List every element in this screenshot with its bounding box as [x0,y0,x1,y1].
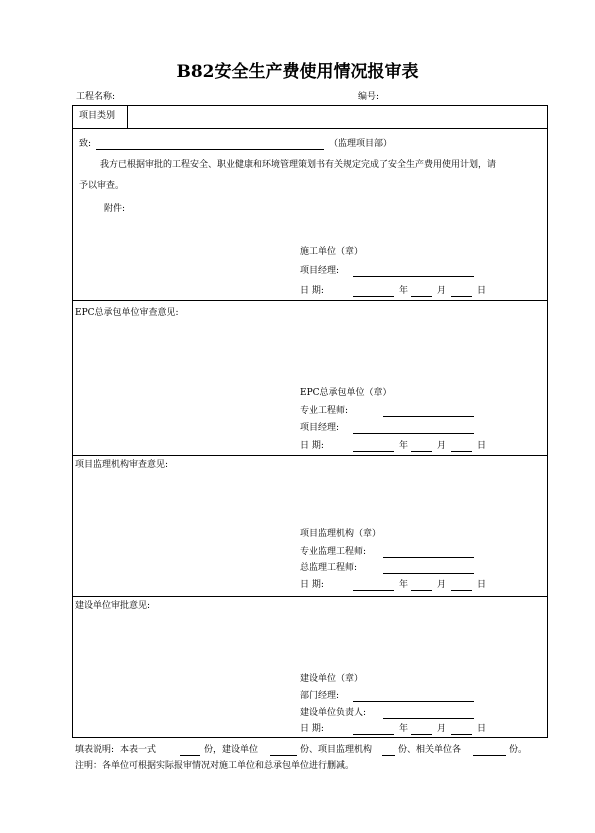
year-label: 年 [399,724,409,734]
day-field[interactable] [451,734,472,735]
date-label: 日 期: [300,724,324,734]
date-label: 日 期: [300,286,324,296]
copies-end-text: 份。 [509,745,528,755]
year-field[interactable] [353,451,394,452]
project-name-label: 工程名称: [76,92,116,102]
chief-supervisor-label: 总监理工程师: [300,563,358,573]
owner-approval-label: 建设单位审批意见: [75,601,151,611]
divider [72,596,548,597]
month-field[interactable] [411,590,432,591]
year-label: 年 [399,286,409,296]
copies-text: 本表一式 [120,745,157,755]
year-label: 年 [399,441,409,451]
construction-unit-seal-label: 施工单位（章） [300,247,364,257]
department-manager-signature-field[interactable] [353,701,474,702]
month-label: 月 [437,724,447,734]
epc-opinion-label: EPC总承包单位审查意见: [75,308,179,318]
owner-principal-signature-field[interactable] [383,718,474,719]
body-text-line2: 予以审查。 [79,181,125,191]
divider [72,455,548,456]
recipient-field[interactable] [96,149,324,150]
project-manager-label: 项目经理: [300,423,340,433]
chief-supervisor-signature-field[interactable] [383,573,474,574]
day-field[interactable] [451,296,472,297]
supervision-copies-field[interactable] [382,755,395,756]
supervision-opinion-label: 项目监理机构审查意见: [75,460,169,470]
copies-supervision-text: 份、项目监理机构 [300,745,373,755]
month-field[interactable] [411,451,432,452]
day-label: 日 [477,441,487,451]
project-manager-signature-field[interactable] [353,276,474,277]
supervising-engineer-label: 专业监理工程师: [300,547,367,557]
year-label: 年 [399,580,409,590]
attachment-label: 附件: [104,204,126,214]
project-manager-label: 项目经理: [300,266,340,276]
supervision-unit-seal-label: 项目监理机构（章） [300,529,382,539]
month-label: 月 [437,580,447,590]
footnote: 注明：各单位可根据实际报审情况对施工单位和总承包单位进行删减。 [75,761,355,771]
copies-related-text: 份、相关单位各 [398,745,462,755]
month-label: 月 [437,441,447,451]
year-field[interactable] [353,734,394,735]
divider [72,300,548,301]
day-field[interactable] [451,451,472,452]
professional-engineer-label: 专业工程师: [300,406,349,416]
serial-number-label: 编号: [358,92,380,102]
month-label: 月 [437,286,447,296]
professional-engineer-signature-field[interactable] [383,416,474,417]
divider [72,128,548,129]
fill-instructions-label: 填表说明: [75,745,115,755]
to-label: 致: [79,139,92,149]
category-label: 项目类别 [79,111,116,121]
epc-unit-seal-label: EPC总承包单位（章） [300,388,392,398]
form-table [72,105,548,738]
total-copies-field[interactable] [180,755,200,756]
owner-unit-seal-label: 建设单位（章） [300,674,364,684]
date-label: 日 期: [300,580,324,590]
year-field[interactable] [353,296,394,297]
date-label: 日 期: [300,441,324,451]
month-field[interactable] [411,296,432,297]
supervision-dept-label: （监理项目部） [329,139,393,149]
day-label: 日 [477,724,487,734]
month-field[interactable] [411,734,432,735]
copies-owner-text: 份，建设单位 [204,745,259,755]
divider [127,105,128,128]
category-field[interactable] [129,107,545,126]
day-label: 日 [477,580,487,590]
form-title: B82安全生产费使用情况报审表 [176,62,419,82]
body-text-line1: 我方已根据审批的工程安全、职业健康和环境管理策划书有关规定完成了安全生产费用使用计划，请 [100,160,497,170]
year-field[interactable] [353,590,394,591]
day-label: 日 [477,286,487,296]
day-field[interactable] [451,590,472,591]
owner-principal-label: 建设单位负责人: [300,708,367,718]
supervising-engineer-signature-field[interactable] [383,557,474,558]
department-manager-label: 部门经理: [300,691,340,701]
related-copies-field[interactable] [473,755,506,756]
project-manager-signature-field[interactable] [353,433,474,434]
owner-copies-field[interactable] [270,755,297,756]
